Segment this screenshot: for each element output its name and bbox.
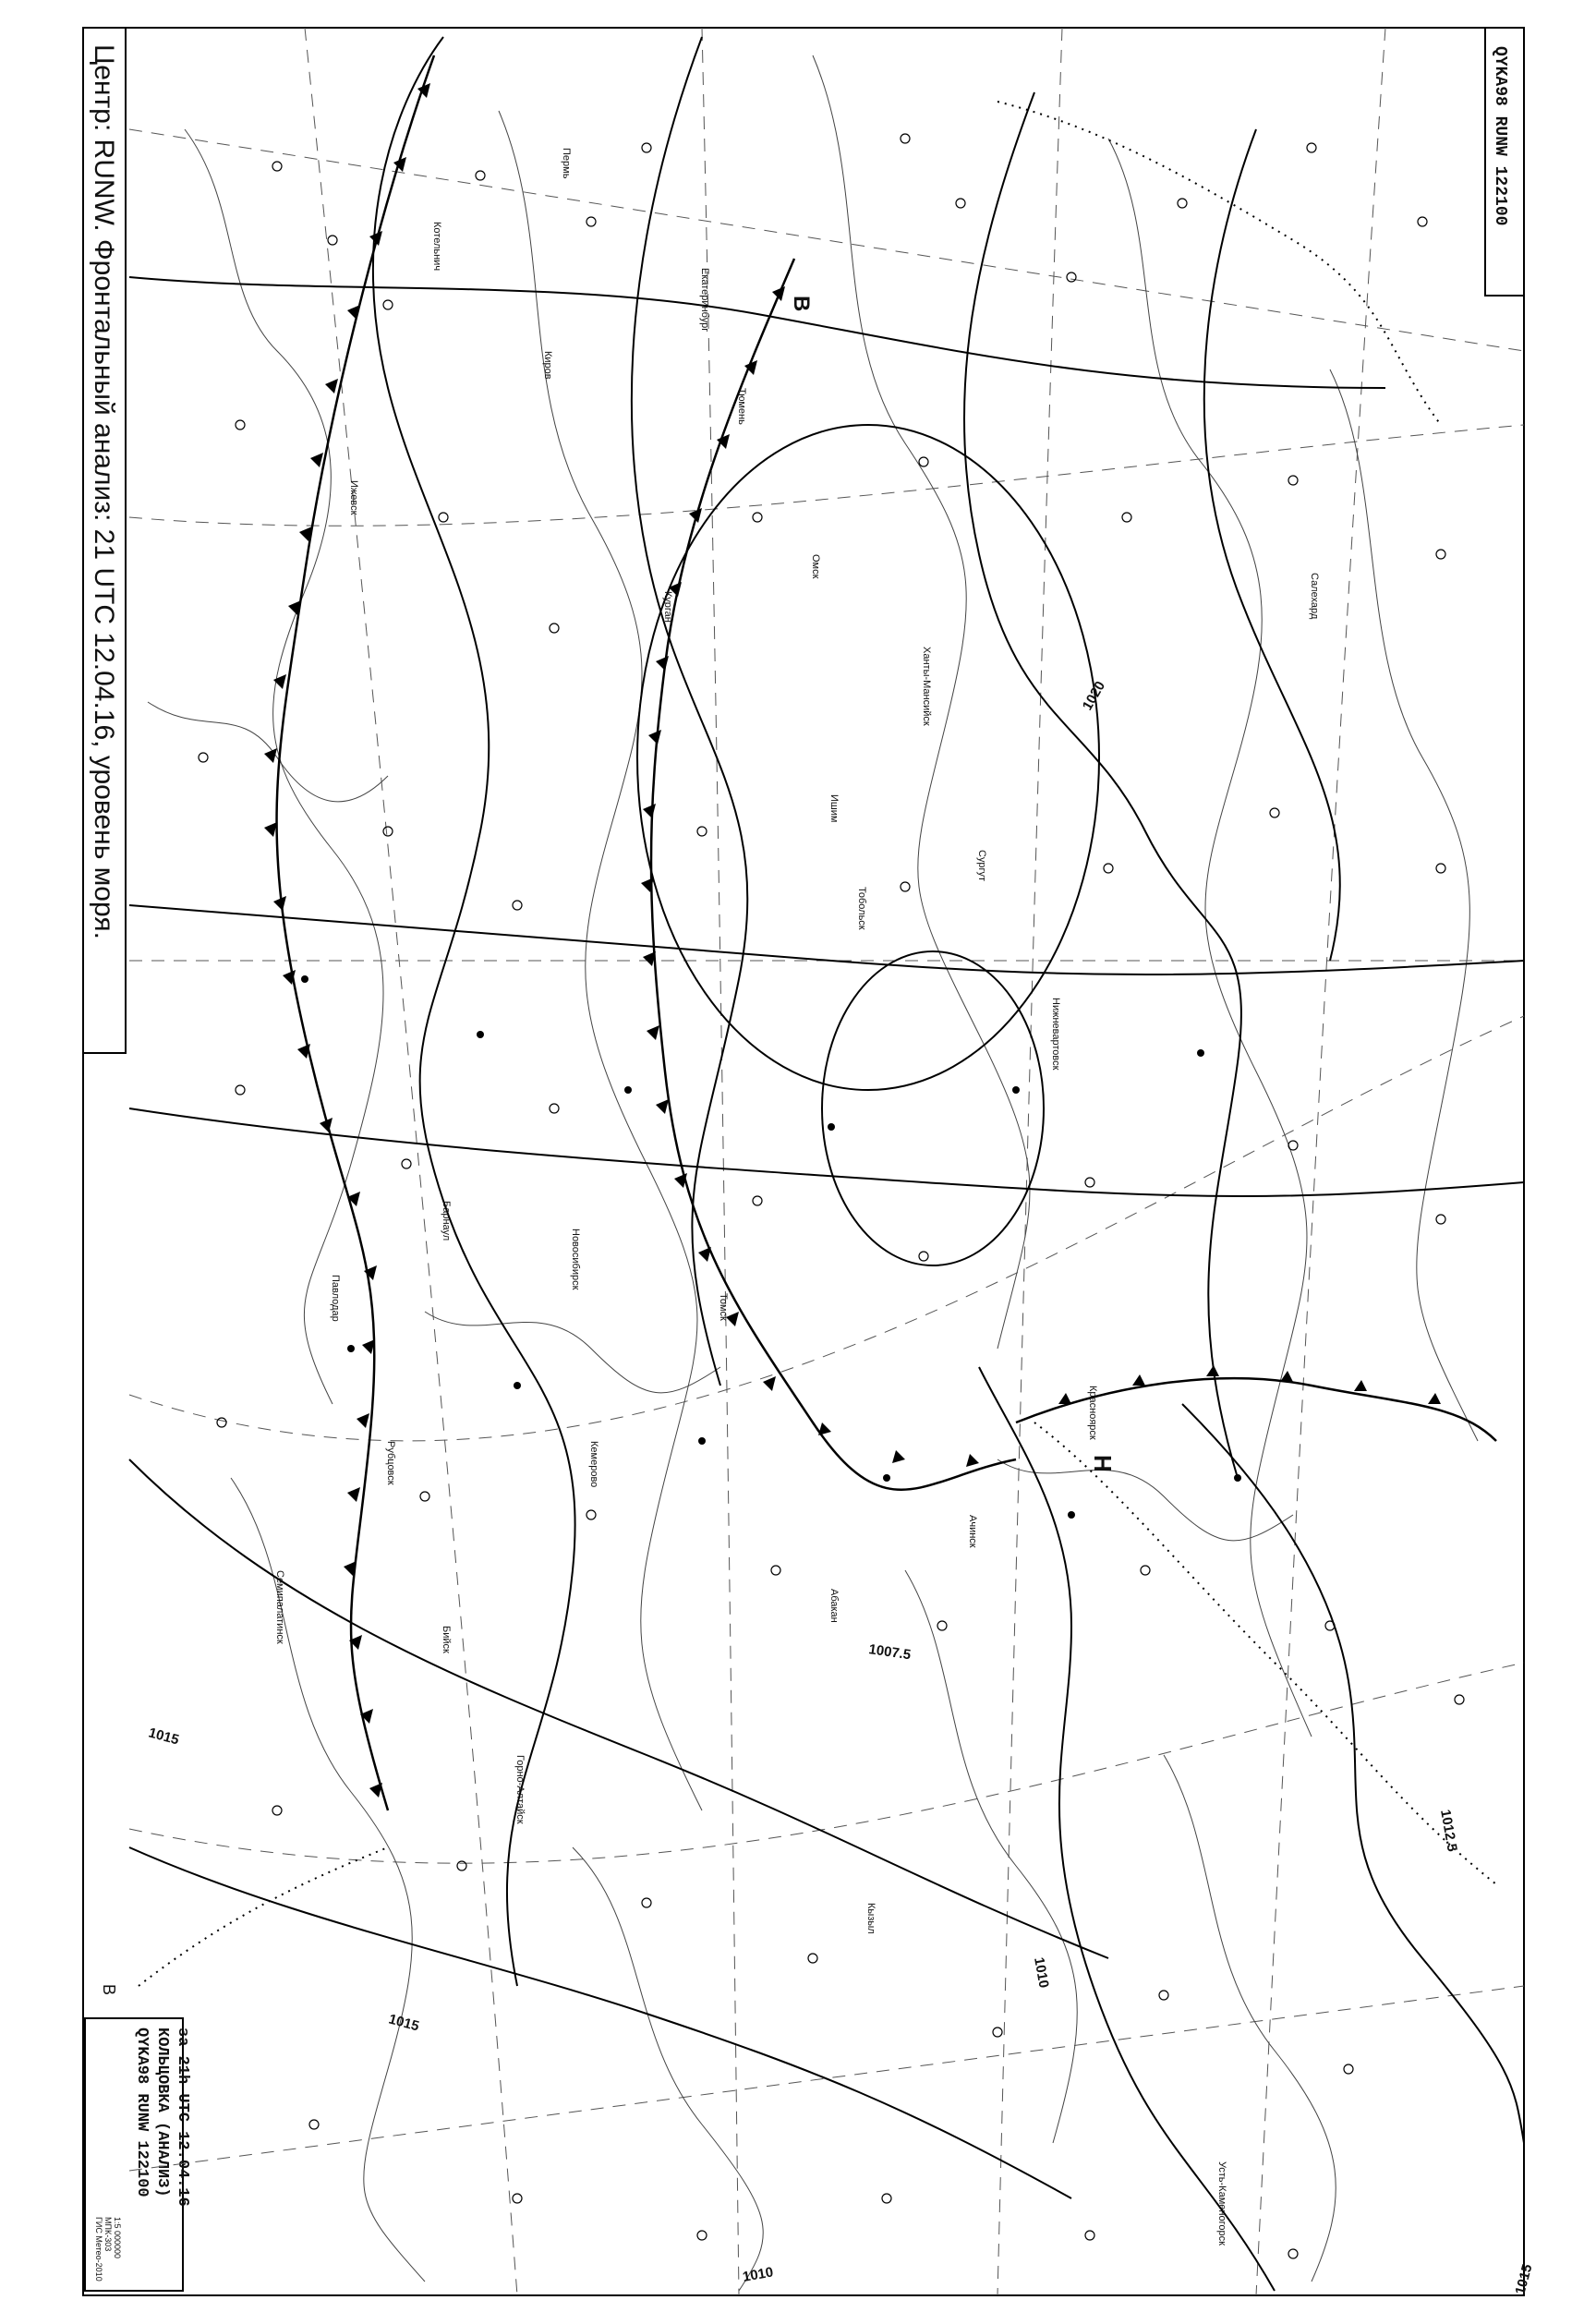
low-center: Н: [1089, 1455, 1117, 1472]
place-name: Ишим: [828, 794, 840, 823]
place-name: Ачинск: [967, 1515, 978, 1548]
place-name: Красноярск: [1087, 1386, 1098, 1440]
place-name: Барнаул: [441, 1201, 452, 1241]
title-box: [83, 28, 126, 1053]
isobar-label: 1012.5: [1437, 1808, 1460, 1853]
place-name: Тобольск: [856, 887, 867, 930]
place-name: Бийск: [441, 1626, 452, 1653]
place-name: Ижевск: [348, 480, 359, 515]
place-name: Абакан: [828, 1589, 840, 1623]
place-name: Новосибирск: [570, 1229, 581, 1290]
header-code: QYKA98 RUNW 122100: [1491, 46, 1509, 226]
isobar-label: 1015: [146, 1725, 181, 1749]
place-name: Сургут: [976, 850, 987, 881]
place-name: Омск: [810, 554, 821, 579]
place-name: Кемерово: [588, 1441, 599, 1488]
isobar-label: 1007.5: [867, 1641, 913, 1664]
isobar-label: 1015: [386, 2011, 421, 2035]
place-name: Тюмень: [736, 388, 747, 425]
legend-box: [85, 2018, 191, 2291]
isobar-label: 1010: [1031, 1955, 1052, 1990]
place-name: Пермь: [561, 148, 572, 179]
header-code-box: [1485, 28, 1524, 296]
isobar-label: 1010: [741, 2264, 775, 2285]
isobar-label: 1015: [1512, 2262, 1536, 2297]
corner-letter: В: [100, 1984, 118, 1996]
place-name: Ханты-Мансийск: [921, 647, 932, 726]
place-name: Киров: [542, 351, 553, 380]
legend-credit2: МПК-303: [103, 2217, 113, 2252]
place-name: Екатеринбург: [699, 268, 710, 333]
place-name: Томск: [718, 1293, 729, 1321]
place-name: Нижневартовск: [1050, 998, 1061, 1071]
place-name: Рубцовск: [385, 1441, 396, 1485]
place-name: Котельнич: [431, 222, 442, 272]
isobar-label: 1020: [1079, 678, 1109, 713]
place-name: Курган: [662, 591, 673, 623]
place-name: Усть-Каменогорск: [1216, 2161, 1227, 2246]
place-name: Горно-Алтайск: [514, 1755, 526, 1824]
place-name: Салехард: [1309, 573, 1320, 620]
place-name: Семипалатинск: [274, 1570, 285, 1644]
legend-credit3: 1:5 000000: [113, 2217, 122, 2259]
legend-line2: КОЛЬЦОВКА (АНАЛИЗ): [153, 2028, 171, 2197]
place-name: Кызыл: [865, 1903, 877, 1934]
legend-credit1: ГИС Метео-2010: [94, 2217, 103, 2282]
high-center: В: [789, 296, 814, 312]
legend-line1: QYKA98 RUNW 122100: [133, 2028, 151, 2197]
place-name: Павлодар: [330, 1275, 341, 1322]
map-title: Центр: RUNW. Фронтальный анализ: 21 UTC 12.04.16, уровень моря.: [89, 44, 119, 939]
legend-line3: за 21h UTC 12.04.16: [174, 2028, 191, 2207]
